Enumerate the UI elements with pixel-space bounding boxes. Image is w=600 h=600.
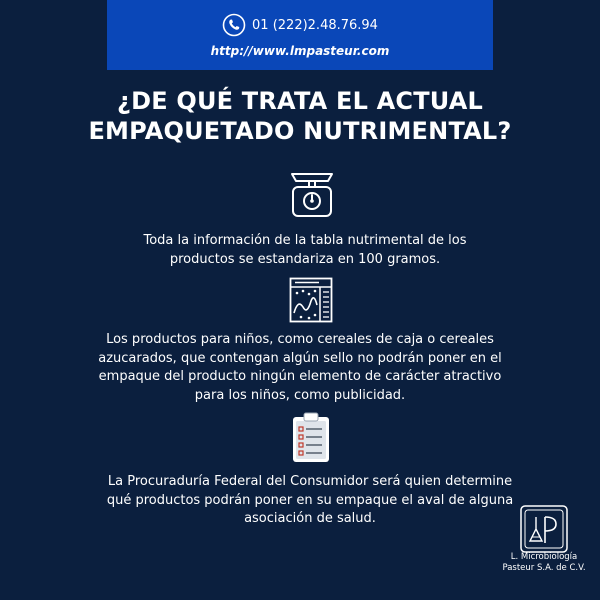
text-line: empaque del producto ningún elemento de carácter atractivo <box>98 369 502 384</box>
company-logo-icon <box>520 505 568 553</box>
text-line: productos se estandariza en 100 gramos. <box>169 251 441 267</box>
phone-icon <box>222 13 246 37</box>
text-line: Toda la información de la tabla nutrimental de los <box>143 233 467 248</box>
title-line-2: EMPAQUETADO NUTRIMENTAL? <box>88 117 512 145</box>
text-line: asociación de salud. <box>244 511 376 526</box>
text-line: azucarados, que contengan algún sello no podrán poner en el <box>98 350 502 366</box>
text-line: La Procuraduría Federal del Consumidor será quien determine <box>107 474 513 489</box>
title-line-1: ¿DE QUÉ TRATA EL ACTUAL <box>116 87 484 115</box>
text-line: para los niños, como publicidad. <box>194 387 406 403</box>
section-text-2 <box>80 331 520 405</box>
phone-number[interactable]: 01 (222)2.48.76.94 <box>252 17 378 33</box>
website-link[interactable]: http://www.lmpasteur.com <box>210 44 390 58</box>
phone-row[interactable] <box>107 12 493 38</box>
page-title <box>0 86 600 146</box>
section-text-3 <box>80 473 540 529</box>
company-line-2: Pasteur S.A. de C.V. <box>502 563 586 573</box>
nutrition-table-icon <box>289 277 333 323</box>
text-line: qué productos podrán poner en su empaque el aval de alguna <box>106 492 514 508</box>
company-line-1: L. Microbiología <box>510 552 578 562</box>
scale-icon <box>287 168 337 220</box>
section-text-1 <box>100 232 510 269</box>
company-name <box>486 552 600 574</box>
contact-header <box>107 0 493 70</box>
checklist-clipboard-icon <box>291 412 331 464</box>
text-line: Los productos para niños, como cereales de caja o cereales <box>106 332 494 347</box>
